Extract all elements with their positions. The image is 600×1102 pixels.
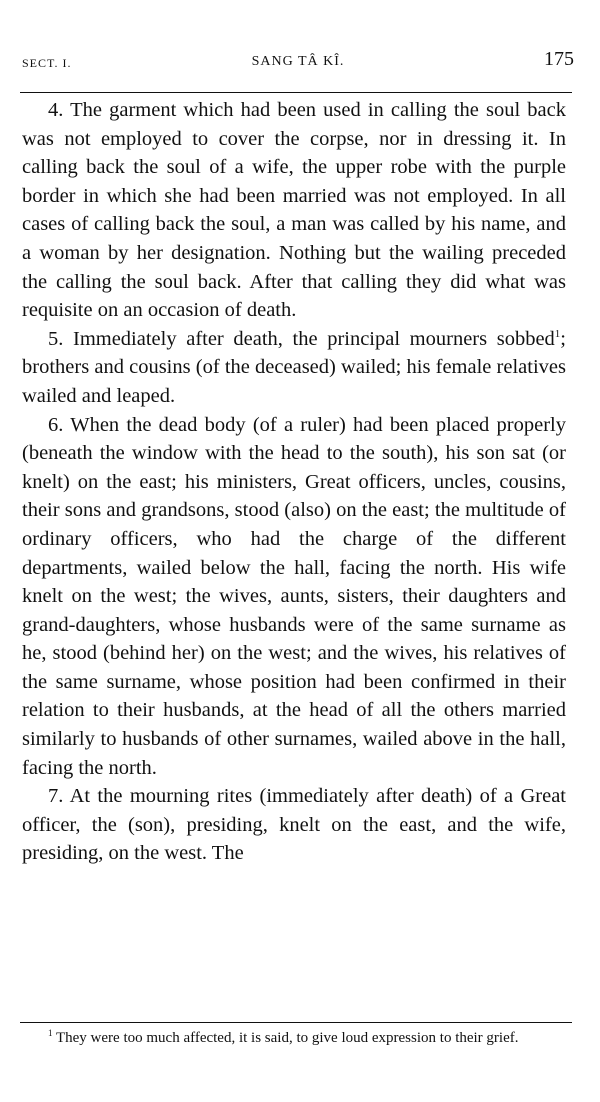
footnote-rule (20, 1022, 572, 1023)
footnote-reference: 1 (554, 327, 561, 340)
page-number: 175 (544, 48, 574, 70)
running-title: SANG TÂ KÎ. (251, 54, 345, 69)
paragraph-5-text-before: 5. Immediately after death, the principal mourners sobbed (48, 327, 555, 350)
footnote (22, 1027, 566, 1050)
paragraph-5-text-after: ; brothers and cousins (of the deceased) wailed; his female relatives wailed and leaped. (22, 327, 566, 407)
running-header (22, 48, 574, 78)
header-rule (20, 92, 572, 93)
footnote-text: They were too much affected, it is said, to give loud expression to their grief. (55, 1030, 519, 1046)
body-text (22, 96, 566, 868)
paragraph-7: 7. At the mourning rites (immediately after death) of a Great officer, the (son), presiding, knelt on the east, and the wife, presiding, on the west. The (22, 785, 566, 865)
footnote-mark: 1 (48, 1028, 53, 1038)
footnote-paragraph (22, 1027, 566, 1050)
section-label: SECT. I. (22, 56, 72, 70)
paragraph-4: 4. The garment which had been used in calling the soul back was not employed to cover the corpse, nor in dressing it. In calling back the soul of a wife, the upper robe with the purple border in which she had been married was not employed. In all cases of calling back the soul, a man was called by his name, and a woman by her designation. Nothing but the wailing preceded the calling the soul back. After that calling they did what was requisite on an occasion of death. (22, 99, 566, 322)
paragraph-5 (22, 325, 566, 411)
paragraph-6: 6. When the dead body (of a ruler) had been placed properly (beneath the window with the head to the south), his son sat (or knelt) on the east; his ministers, Great officers, uncles, cousins, their sons and grandsons, stood (also) on the east; the multitude of ordinary officers, who had the charge of the different departments, wailed below the hall, facing the north. His wife knelt on the west; the wives, aunts, sisters, their daughters and grand-daughters, whose husbands were of the same surname as he, stood (behind her) on the west; and the wives, his relatives of the same surname, whose position had been confirmed in their relation to their husbands, at the head of all the others married similarly to husbands of other surnames, wailed above in the hall, facing the north. (22, 413, 566, 779)
